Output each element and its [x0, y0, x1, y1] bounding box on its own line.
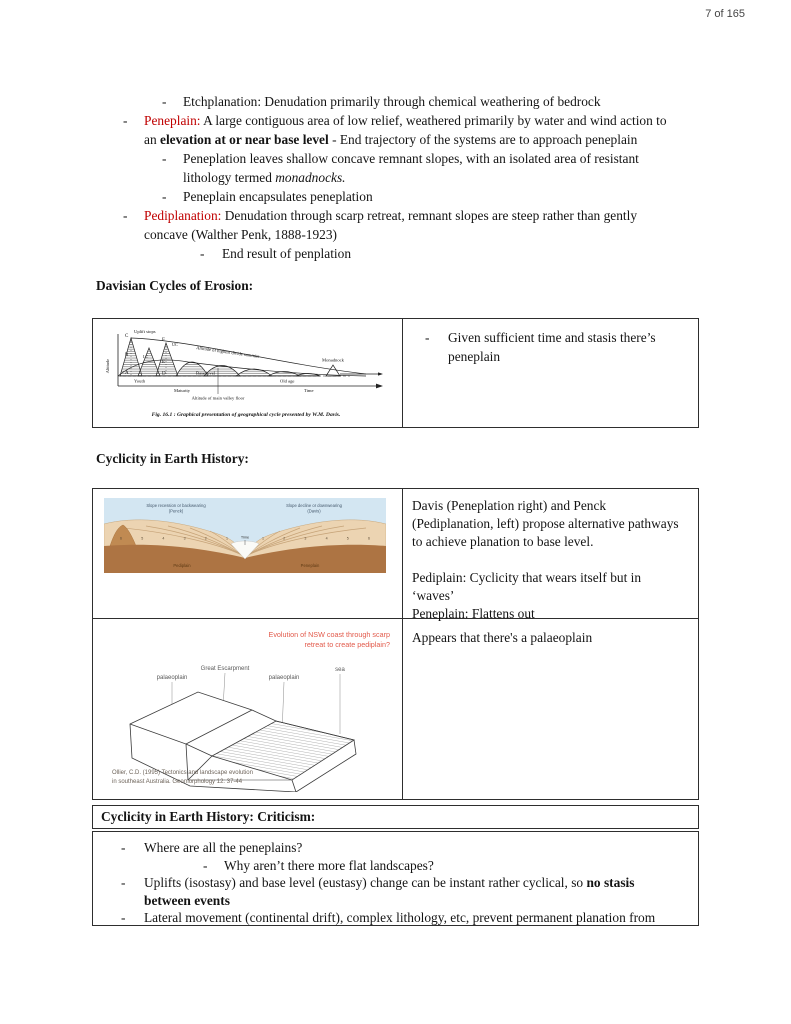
criticism-header-label: Cyclicity in Earth History: Criticism: [101, 809, 316, 824]
text-line: - Lateral movement (continental drift), complex lithology, etc, prevent permanent planation from [121, 910, 656, 925]
citation-line1: Ollier, C.D. (1995) Tectonics and landscape evolution [112, 770, 253, 776]
sea-label: sea [335, 667, 345, 673]
downwearing-label: Slope decline or downwearing [286, 503, 342, 508]
text-line: - Why aren’t there more flat landscapes? [203, 857, 434, 873]
heading-cyclicity: Cyclicity in Earth History: [96, 451, 249, 466]
davis-figure-caption: Fig. 16.1 : Graphical presentation of geographical cycle presented by W.M. Davis. [151, 412, 341, 418]
monadnock-label: Monadnock [322, 357, 344, 363]
letter-lc: LC [143, 354, 149, 359]
criticism-list [92, 831, 699, 926]
text-line: - Peneplain encapsulates peneplation [162, 189, 373, 204]
palaeoplain-note-cell [403, 619, 698, 799]
bullet-dash: - [162, 94, 167, 109]
text-line: - Peneplain: A large contiguous area of low relief, weathered primarily by water and wind action to [123, 113, 667, 128]
bullet-dash: - [123, 208, 128, 223]
davis-label: (Davis) [307, 508, 321, 514]
text-line: ‘waves’ [412, 588, 455, 603]
notes-list [96, 92, 736, 263]
divide-summits-label: Altitude of highest divide summits [195, 345, 260, 359]
cyclicity-row-1 [93, 489, 698, 619]
time-label: Time [304, 388, 314, 393]
davisian-table [92, 318, 699, 428]
pathways-note-cell [403, 489, 698, 621]
base-level-label: Base level [196, 370, 216, 376]
text-line: - End result of penplation [200, 246, 352, 261]
davis-cycle-figure [100, 324, 392, 421]
text-line: Appears that there's a palaeoplain [412, 630, 593, 645]
valley-floor-label: Altitude of main valley floor [191, 395, 245, 401]
davis-mountain-peaks [120, 338, 320, 376]
text-line: (Pediplanation, left) propose alternative pathways [412, 516, 679, 531]
bullet-dash: - [200, 246, 205, 261]
text-line: Pediplain: Cyclicity that wears itself but in [412, 570, 642, 585]
letter-d: D [162, 371, 166, 377]
penck-label: (Penck) [168, 508, 184, 514]
bullet-dash: - [162, 151, 167, 166]
letter-c: C [125, 334, 129, 339]
davis-note-cell [403, 319, 698, 427]
bullet-dash: - [123, 113, 128, 128]
text-line: an elevation at or near base level - End trajectory of the systems are to approach peneplain [144, 132, 638, 147]
text-line: - Pediplanation: Denudation through scarp retreat, remnant slopes are steep rather than gently [123, 208, 638, 223]
text-line: to achieve planation to base level. [412, 534, 594, 549]
letter-e: E [162, 360, 166, 365]
right-stage-numbers: 1 2 3 4 5 6 [262, 536, 370, 541]
maturity-label: Maturity [174, 388, 191, 393]
bullet-dash: - [121, 875, 126, 890]
youth-label: Youth [134, 378, 146, 384]
letter-uc: UC [172, 342, 178, 347]
bullet-dash: - [121, 910, 126, 925]
backwearing-label: Slope recession or backwearing [146, 503, 206, 508]
palaeoplain-left-label: palaeoplain [156, 675, 188, 681]
text-line: Peneplain: Flattens out [412, 606, 535, 621]
text-line: lithology termed monadnocks. [183, 170, 346, 185]
pediplain-label: Pediplain [173, 563, 191, 568]
text-line: - Uplifts (isostasy) and base level (eustasy) change can be instant rather cyclical, so no stasis [121, 875, 635, 890]
page-number: 7 of 165 [705, 8, 745, 20]
text-line: - Etchplanation: Denudation primarily through chemical weathering of bedrock [162, 94, 601, 109]
block-diagram [130, 692, 356, 792]
nsw-title [269, 630, 390, 649]
text-line [412, 551, 694, 569]
nsw-title-line2: retreat to create pediplain? [304, 640, 390, 649]
bullet-dash: - [162, 189, 167, 204]
criticism-header [92, 805, 699, 829]
text-line: Davis (Peneplation right) and Penck [412, 498, 607, 513]
text-line: between events [144, 892, 230, 908]
citation-line2: in southeast Australia. Geomorphology 12: 37-44 [112, 779, 243, 785]
nsw-scarp-retreat-figure [100, 622, 397, 792]
slope-evolution-figure [104, 498, 386, 573]
time-center-label: Time [240, 535, 250, 540]
text-line: concave (Walther Penk, 1888-1923) [144, 227, 338, 242]
heading-davisian-cycles: Davisian Cycles of Erosion: [96, 278, 254, 293]
bullet-dash: - [121, 840, 126, 855]
cyclicity-table [92, 488, 699, 800]
letter-b: B [125, 353, 129, 358]
text-line: - Peneplation leaves shallow concave remnant slopes, with an isolated area of resistant [162, 151, 639, 166]
palaeoplain-right-label: palaeoplain [268, 675, 300, 681]
nsw-figure-cell [93, 619, 403, 799]
text-line: - Given sufficient time and stasis there’s [425, 330, 656, 345]
left-stage-numbers: 6 5 4 3 2 1 [120, 536, 228, 541]
slope-figure-cell [93, 489, 403, 618]
uplift-stops-label: Uplift stops [134, 329, 156, 334]
great-escarpment-label: Great Escarpment [200, 666, 250, 672]
time-axis-arrow [376, 384, 383, 389]
nsw-title-line1: Evolution of NSW coast through scarp [268, 630, 390, 639]
old-age-label: Old age [280, 378, 295, 384]
davis-figure-cell [93, 319, 403, 427]
altitude-axis-label: Altitude [105, 358, 110, 374]
text-line: - Where are all the peneplains? [121, 840, 303, 855]
bullet-dash: - [203, 857, 208, 873]
text-line: peneplain [448, 349, 501, 364]
cyclicity-row-2 [93, 619, 698, 799]
peneplain-label: Peneplain [300, 563, 320, 568]
letter-a: A [125, 371, 129, 376]
bullet-dash: - [425, 330, 430, 345]
letter-f: F [162, 338, 165, 343]
